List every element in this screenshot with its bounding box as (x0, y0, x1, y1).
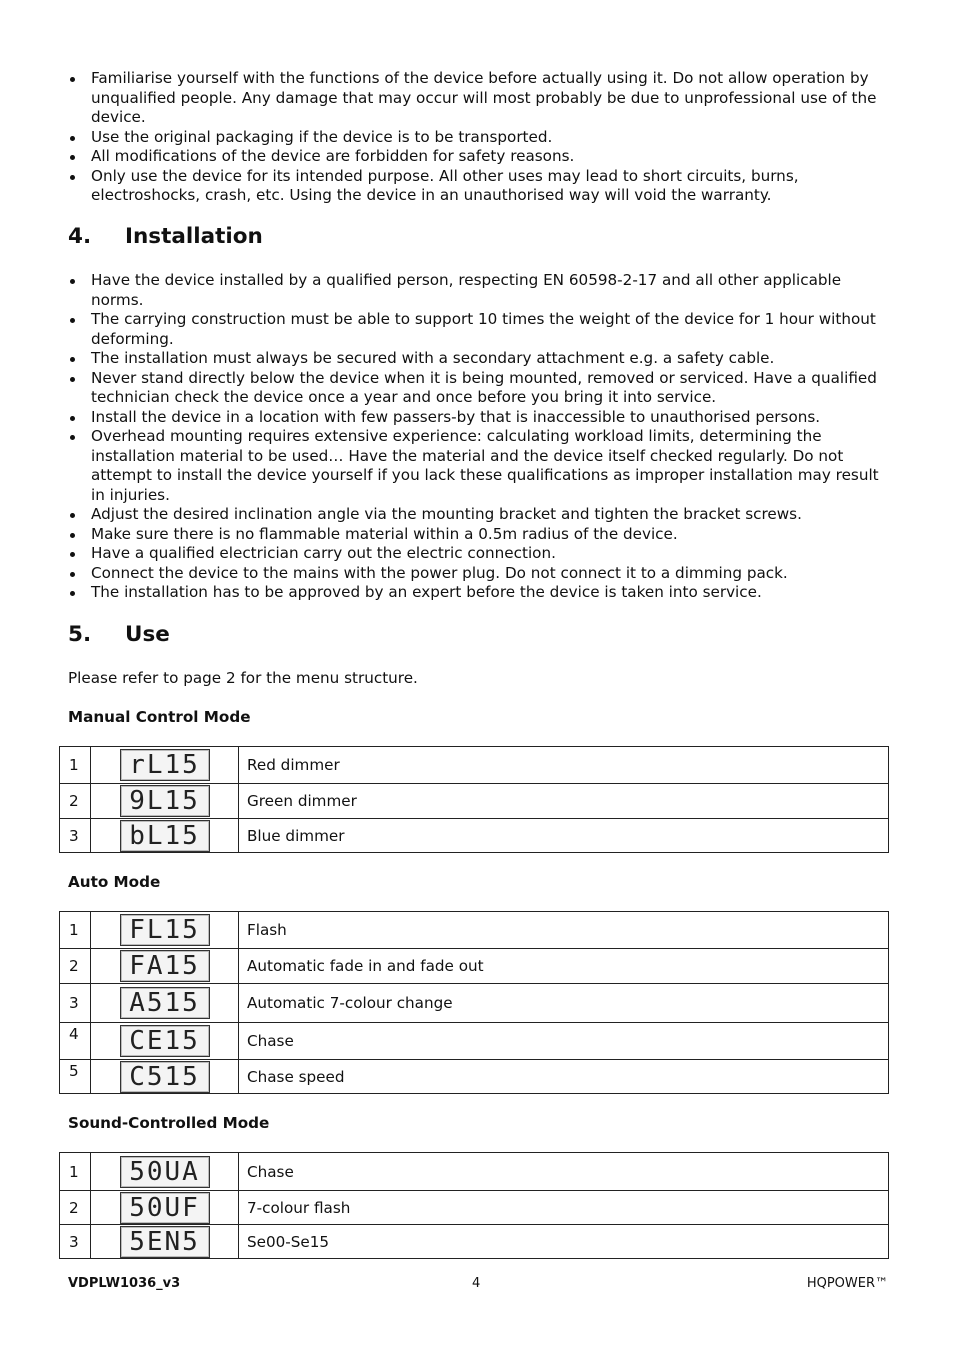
table-row (60, 819, 889, 853)
row-description: Flash (239, 912, 889, 949)
row-description: Automatic fade in and fade out (239, 949, 889, 984)
row-description: 7-colour flash (239, 1191, 889, 1225)
list-item: The installation must always be secured with a secondary attachment e.g. a safety cable. (68, 349, 890, 369)
sound-mode-title: Sound-Controlled Mode (68, 1114, 270, 1132)
list-item: Overhead mounting requires extensive experience: calculating workload limits, determining the installation material to be used… Have the material and the device itself checked regularly. Do not attempt to install the device yourself if you lack these qualifications as improper installation may result in injuries. (68, 427, 890, 505)
table-row (60, 1023, 889, 1060)
table-row (60, 747, 889, 784)
row-description: Chase (239, 1153, 889, 1191)
row-index: 1 (60, 747, 91, 784)
table-row (60, 784, 889, 819)
row-index: 3 (60, 984, 91, 1023)
lcd-display: FL15 (120, 914, 210, 946)
table-row (60, 1225, 889, 1259)
lcd-display: 5EN5 (120, 1226, 210, 1258)
auto-mode-table (59, 911, 889, 1094)
row-index: 3 (60, 1225, 91, 1259)
row-description: Chase speed (239, 1060, 889, 1094)
list-item: Connect the device to the mains with the power plug. Do not connect it to a dimming pack. (68, 564, 890, 584)
safety-bullet-list (68, 69, 890, 206)
footer-model: VDPLW1036_v3 (68, 1276, 181, 1291)
section-number: 5. (68, 622, 92, 647)
lcd-display: A515 (120, 987, 210, 1019)
use-heading (68, 622, 170, 647)
lcd-display: 50UA (120, 1156, 210, 1188)
section-title: Installation (125, 224, 263, 249)
sound-mode-table (59, 1152, 889, 1259)
footer-page-number: 4 (472, 1276, 481, 1291)
manual-mode-title: Manual Control Mode (68, 708, 251, 726)
row-index: 5 (60, 1060, 91, 1094)
installation-bullet-list (68, 271, 890, 603)
row-description: Se00-Se15 (239, 1225, 889, 1259)
section-title: Use (125, 622, 170, 647)
list-item: Familiarise yourself with the functions of the device before actually using it. Do not allow operation by unqualified people. Any damage that may occur will most probably be due to unprofessional use of the device. (68, 69, 890, 128)
list-item: Install the device in a location with few passers-by that is inaccessible to unauthorised persons. (68, 408, 890, 428)
table-row (60, 949, 889, 984)
section-number: 4. (68, 224, 92, 249)
lcd-display: FA15 (120, 950, 210, 982)
footer-brand: HQPOWER™ (806, 1276, 888, 1291)
table-row (60, 1191, 889, 1225)
row-description: Blue dimmer (239, 819, 889, 853)
list-item: Use the original packaging if the device is to be transported. (68, 128, 890, 148)
list-item: The carrying construction must be able to support 10 times the weight of the device for 1 hour without deforming. (68, 310, 890, 349)
use-intro: Please refer to page 2 for the menu structure. (68, 669, 418, 687)
list-item: Make sure there is no flammable material within a 0.5m radius of the device. (68, 525, 890, 545)
lcd-display: bL15 (120, 820, 210, 852)
installation-heading (68, 224, 263, 249)
row-index: 2 (60, 784, 91, 819)
list-item: Never stand directly below the device when it is being mounted, removed or serviced. Have a qualified technician check the device once a year and once before you bring it into service. (68, 369, 890, 408)
table-row (60, 984, 889, 1023)
auto-mode-title: Auto Mode (68, 873, 161, 891)
table-row (60, 912, 889, 949)
lcd-display: C515 (120, 1061, 210, 1093)
lcd-display: rL15 (120, 749, 210, 781)
list-item: The installation has to be approved by an expert before the device is taken into service. (68, 583, 890, 603)
list-item: All modifications of the device are forbidden for safety reasons. (68, 147, 890, 167)
list-item: Have the device installed by a qualified person, respecting EN 60598-2-17 and all other applicable norms. (68, 271, 890, 310)
lcd-display: CE15 (120, 1025, 210, 1057)
row-index: 3 (60, 819, 91, 853)
manual-mode-table (59, 746, 889, 853)
table-row (60, 1060, 889, 1094)
row-index: 2 (60, 949, 91, 984)
list-item: Adjust the desired inclination angle via the mounting bracket and tighten the bracket screws. (68, 505, 890, 525)
lcd-display: 50UF (120, 1192, 210, 1224)
table-row (60, 1153, 889, 1191)
list-item: Only use the device for its intended purpose. All other uses may lead to short circuits, burns, electroshocks, crash, etc. Using the device in an unauthorised way will void the warranty. (68, 167, 890, 206)
row-index: 1 (60, 1153, 91, 1191)
row-description: Automatic 7-colour change (239, 984, 889, 1023)
row-description: Chase (239, 1023, 889, 1060)
lcd-display: 9L15 (120, 785, 210, 817)
row-index: 1 (60, 912, 91, 949)
row-index: 4 (60, 1023, 91, 1060)
list-item: Have a qualified electrician carry out the electric connection. (68, 544, 890, 564)
row-description: Red dimmer (239, 747, 889, 784)
row-index: 2 (60, 1191, 91, 1225)
row-description: Green dimmer (239, 784, 889, 819)
